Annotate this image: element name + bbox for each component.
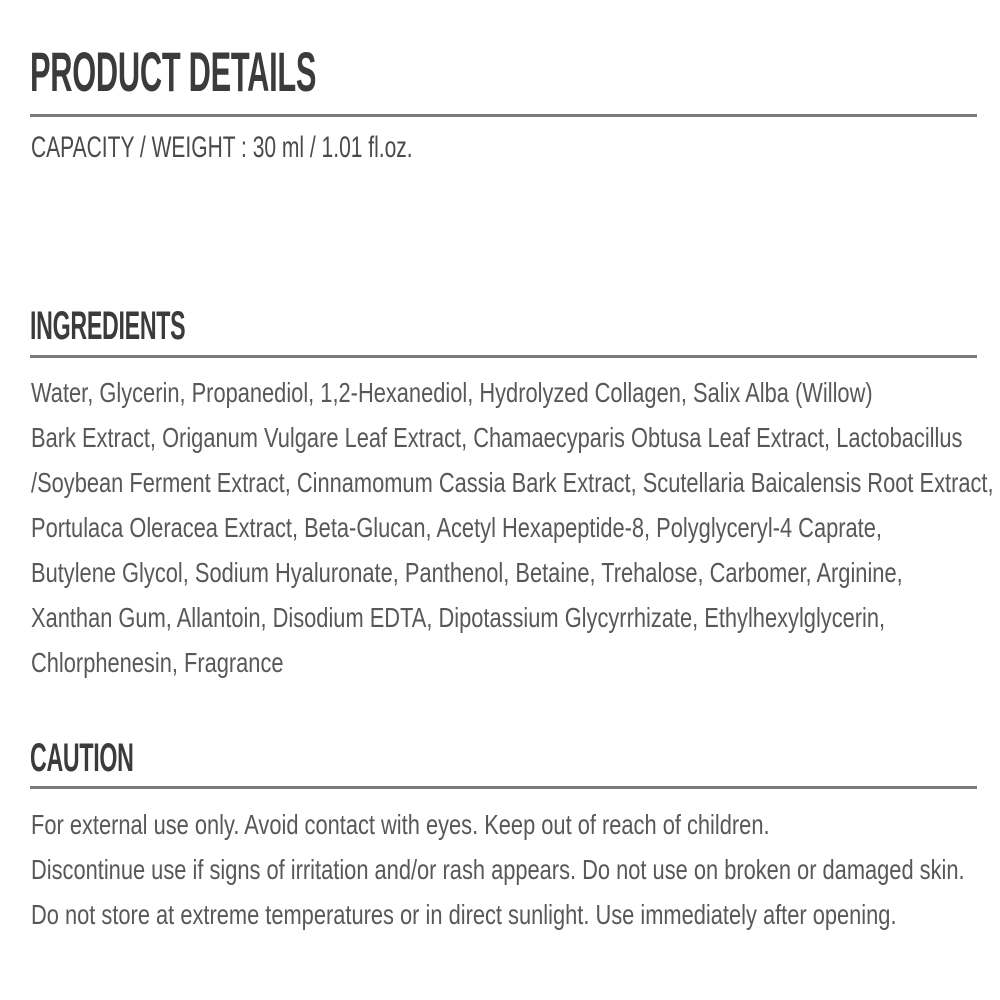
ingredients-list	[31, 370, 994, 685]
ingredients-line: Chlorphenesin, Fragrance	[31, 647, 284, 678]
caution-line: Do not store at extreme temperatures or in direct sunlight. Use immediately after opening.	[31, 899, 897, 930]
divider	[30, 114, 977, 117]
divider	[30, 355, 977, 358]
caution-line: Discontinue use if signs of irritation and/or rash appears. Do not use on broken or damaged skin.	[31, 854, 965, 885]
ingredients-line: Bark Extract, Origanum Vulgare Leaf Extract, Chamaecyparis Obtusa Leaf Extract, Lactobacillus	[31, 422, 963, 453]
ingredients-title: INGREDIENTS	[30, 304, 186, 348]
product-details-title: PRODUCT DETAILS	[30, 40, 317, 103]
caution-title: CAUTION	[30, 736, 134, 780]
caution-text	[31, 802, 965, 937]
caution-line: For external use only. Avoid contact with eyes. Keep out of reach of children.	[31, 809, 770, 840]
ingredients-line: Butylene Glycol, Sodium Hyaluronate, Panthenol, Betaine, Trehalose, Carbomer, Arginine,	[31, 557, 903, 588]
ingredients-line: /Soybean Ferment Extract, Cinnamomum Cassia Bark Extract, Scutellaria Baicalensis Root Extract,	[31, 467, 994, 498]
capacity-weight-text: CAPACITY / WEIGHT : 30 ml / 1.01 fl.oz.	[31, 131, 413, 164]
ingredients-line: Xanthan Gum, Allantoin, Disodium EDTA, Dipotassium Glycyrrhizate, Ethylhexylglycerin,	[31, 602, 886, 633]
ingredients-line: Water, Glycerin, Propanediol, 1,2-Hexanediol, Hydrolyzed Collagen, Salix Alba (Willow)	[31, 377, 873, 408]
ingredients-line: Portulaca Oleracea Extract, Beta-Glucan, Acetyl Hexapeptide-8, Polyglyceryl-4 Caprate,	[31, 512, 882, 543]
divider	[30, 786, 977, 789]
